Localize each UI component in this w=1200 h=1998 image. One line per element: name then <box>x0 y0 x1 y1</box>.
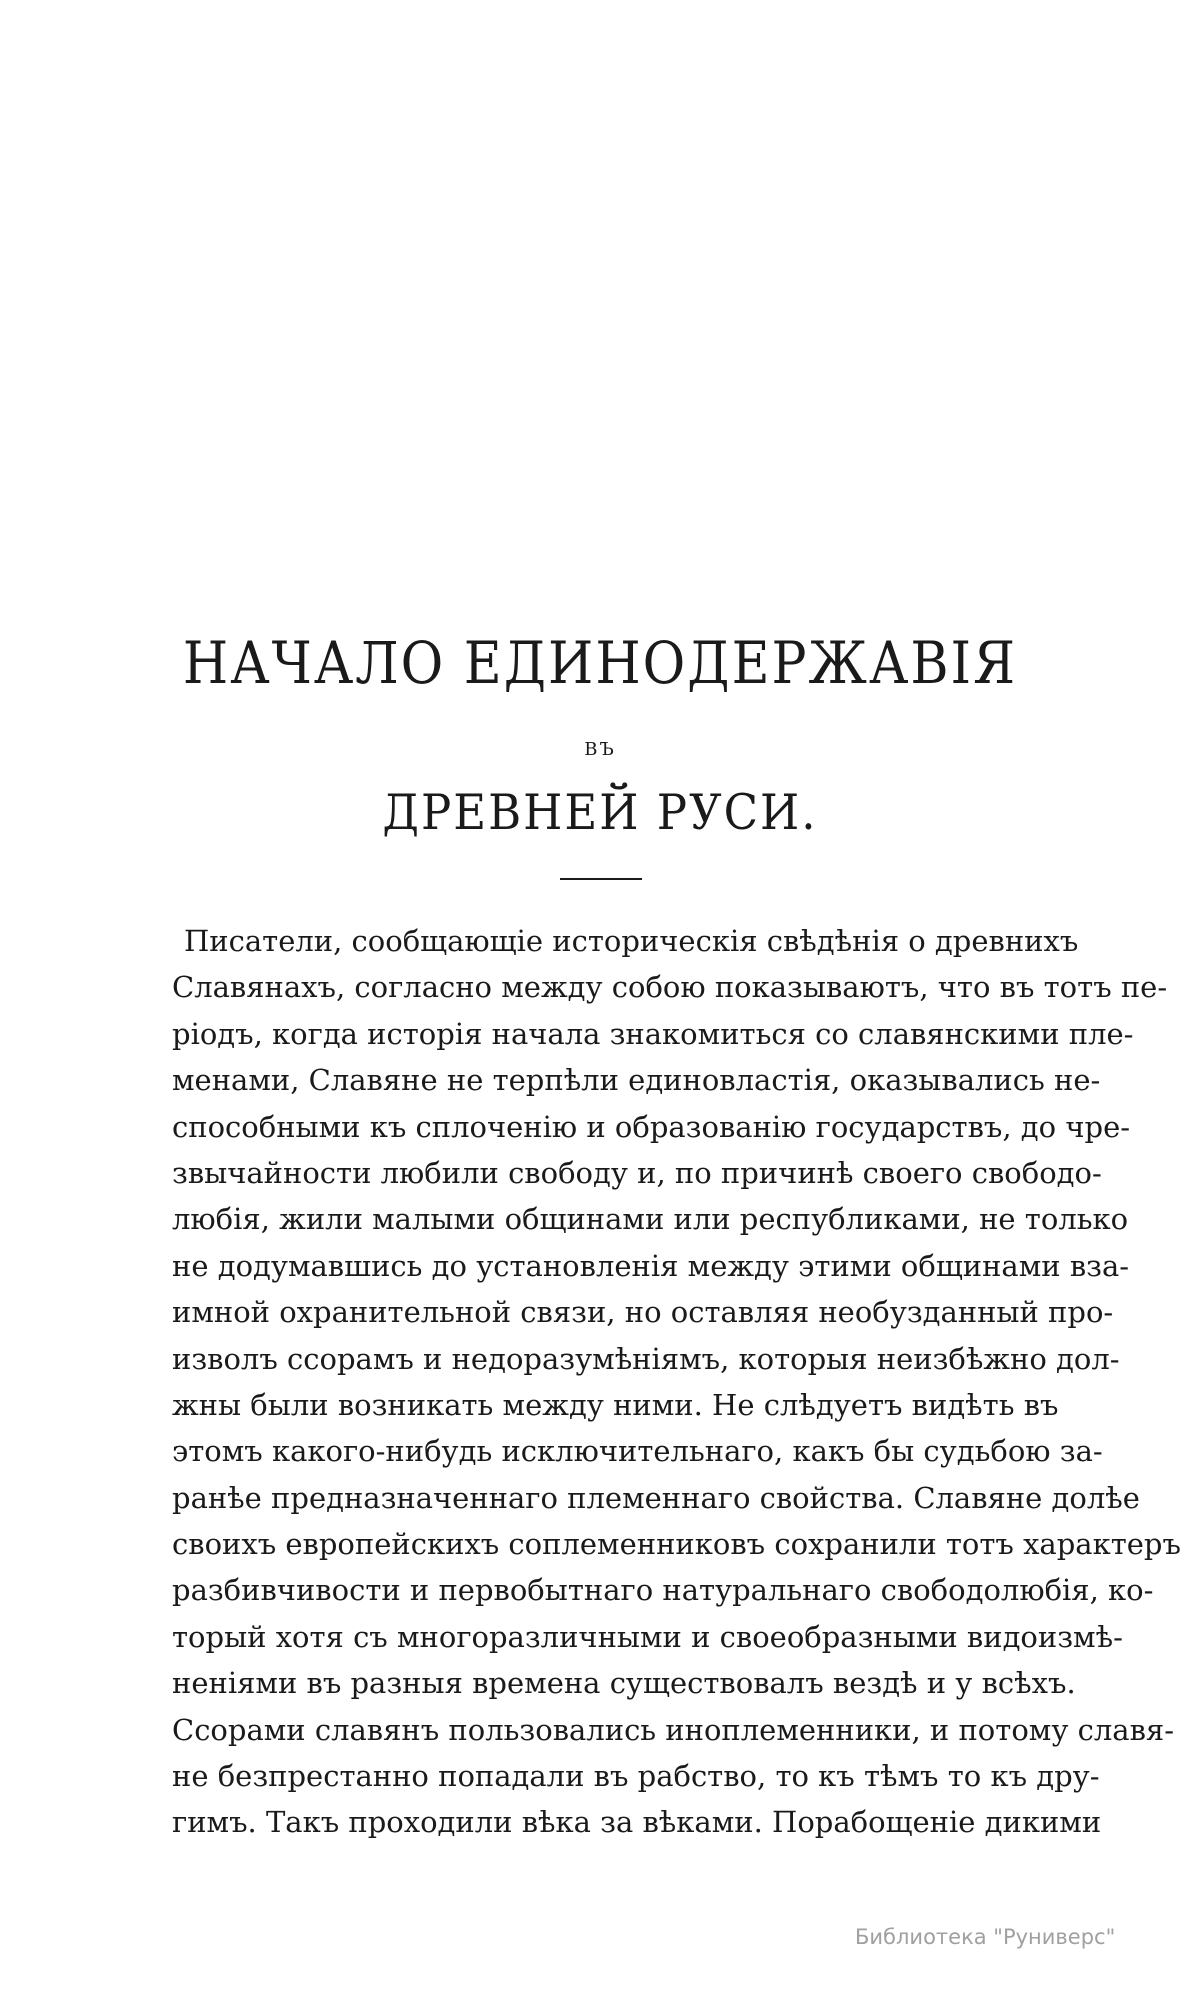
body-text <box>172 918 1181 1846</box>
text-line: Славянахъ, согласно между собою показываютъ, что въ тотъ пе- <box>172 970 1168 1005</box>
text-line: звычайности любили свободу и, по причинѣ своего свободо- <box>172 1155 1102 1190</box>
text-line: Писатели, сообщающіе историческія свѣдѣнія о древнихъ <box>184 924 1079 958</box>
text-line: имной охранительной связи, но оставляя необузданный про- <box>172 1295 1114 1330</box>
text-line: своихъ европейскихъ соплеменниковъ сохранили тотъ характеръ <box>172 1527 1181 1562</box>
text-line: ранѣе предназначеннаго племеннаго свойства. Славяне долѣе <box>172 1480 1140 1515</box>
text-line: изволъ ссорамъ и недоразумѣніямъ, которыя неизбѣжно дол- <box>172 1341 1120 1376</box>
text-line: гимъ. Такъ проходили вѣка за вѣками. Порабощеніе дикими <box>172 1805 1102 1840</box>
text-line: менами, Славяне не терпѣли единовластія, оказывались не- <box>172 1063 1101 1098</box>
text-line: разбивчивости и первобытнаго натуральнаго свободолюбія, ко- <box>172 1573 1154 1608</box>
text-line: не безпрестанно попадали въ рабство, то къ тѣмъ то къ дру- <box>172 1759 1100 1794</box>
title-divider <box>560 878 642 880</box>
page-title: НАЧАЛО ЕДИНОДЕРЖАВІЯ <box>182 630 1018 698</box>
page-subtitle: ДРЕВНЕЙ РУСИ. <box>382 783 818 842</box>
text-line: любія, жили малыми общинами или республиками, не только <box>172 1202 1129 1237</box>
text-line: ріодъ, когда исторія начала знакомиться со славянскими пле- <box>172 1016 1134 1051</box>
text-line: торый хотя съ многоразличными и своеобразными видоизмѣ- <box>172 1619 1123 1654</box>
text-line: способными къ сплоченію и образованію государствъ, до чре- <box>172 1109 1131 1144</box>
text-line: Ссорами славянъ пользовались иноплеменники, и потому славя- <box>172 1712 1174 1747</box>
text-line: этомъ какого-нибудь исключительнаго, какъ бы судьбою за- <box>172 1434 1103 1469</box>
text-line: не додумавшись до установленія между этими общинами вза- <box>172 1248 1130 1283</box>
text-line: неніями въ разныя времена существовалъ вездѣ и у всѣхъ. <box>172 1666 1076 1701</box>
library-watermark: Библиотека "Руниверс" <box>855 1925 1116 1949</box>
text-line: жны были возникать между ними. Не слѣдуетъ видѣть въ <box>172 1387 1059 1422</box>
title-connector: ВЪ <box>584 739 616 760</box>
